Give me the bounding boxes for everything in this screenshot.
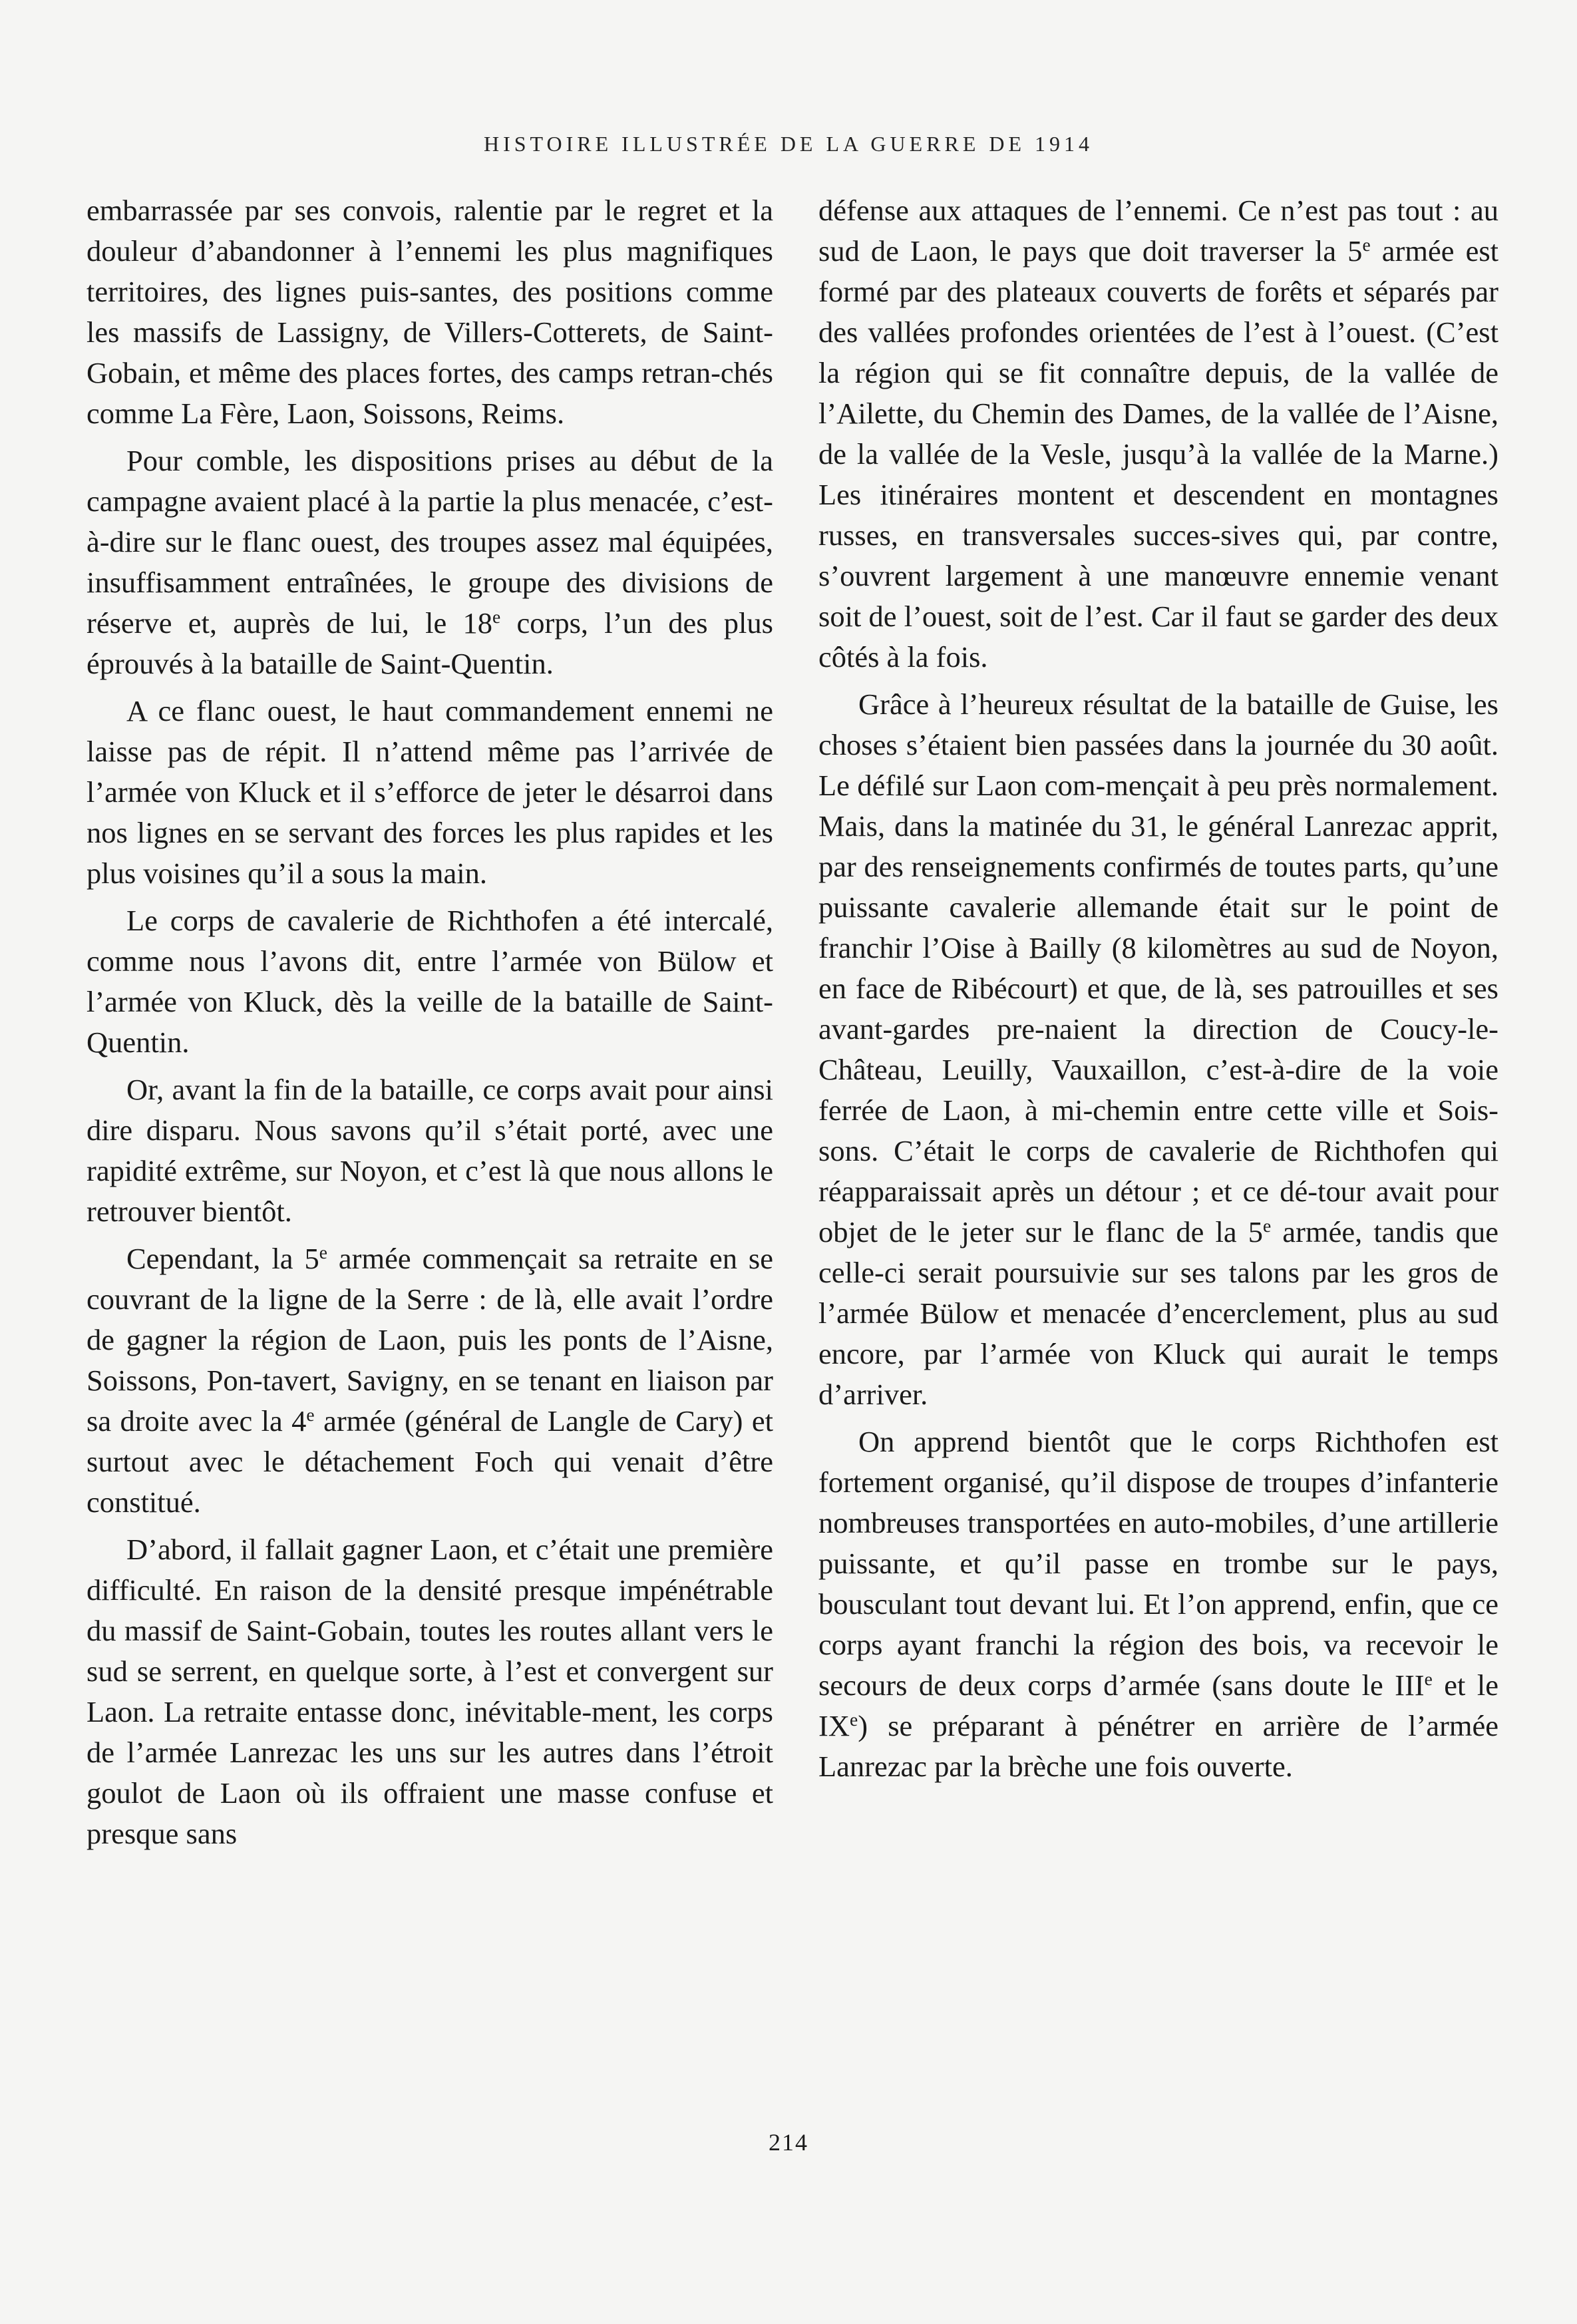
paragraph: Pour comble, les dispositions prises au début de la campagne avaient placé à la partie la plus menacée, c’est-à-dire sur le flanc ouest, des troupes assez mal équipées, insuffisamment entraînées, le groupe des divisions de réserve et, auprès de lui, le 18e corps, l’un des plus éprouvés à la bataille de Saint-Quentin. [87,444,773,680]
page-number: 214 [769,2129,808,2156]
paragraph: Le corps de cavalerie de Richthofen a été intercalé, comme nous l’avons dit, entre l’armée von Bülow et l’armée von Kluck, dès la veille de la bataille de Saint-Quentin. [87,904,773,1059]
paragraph: Grâce à l’heureux résultat de la bataille de Guise, les choses s’étaient bien passées dans la journée du 30 août. Le défilé sur Laon com-mençait à peu près normalement. Mais, dans la matinée du 31, le général Lanrezac apprit, par des renseignements confirmés de toutes parts, qu’une puissante cavalerie allemande était sur le point de franchir l’Oise à Bailly (8 kilomètres au sud de Noyon, en face de Ribécourt) et que, de là, ses patrouilles et ses avant-gardes pre-naient la direction de Coucy-le-Château, Leuilly, Vauxaillon, c’est-à-dire de la voie ferrée de Laon, à mi-chemin entre cette ville et Sois-sons. C’était le corps de cavalerie de Richthofen qui réapparaissait après un détour ; et ce dé-tour avait pour objet de le jeter sur le flanc de la 5e armée, tandis que celle-ci serait poursuivie sur ses talons par les gros de l’armée Bülow et menacée d’encerclement, plus au sud encore, par l’armée von Kluck qui aurait le temps d’arriver. [818,687,1498,1411]
paragraph: Or, avant la fin de la bataille, ce corps avait pour ainsi dire disparu. Nous savons qu’il s’était porté, avec une rapidité extrême, sur Noyon, et c’est là que nous allons le retrouver bientôt. [87,1073,773,1228]
paragraph: D’abord, il fallait gagner Laon, et c’était une première difficulté. En raison de la densité presque impénétrable du massif de Saint-Gobain, toutes les routes allant vers le sud se serrent, en quelque sorte, à l’est et convergent sur Laon. La retraite entasse donc, inévitable-ment, les corps de l’armée Lanrezac les uns sur les autres dans l’étroit goulot de Laon où ils offraient une masse confuse et presque sans [87,1533,773,1850]
paragraph: embarrassée par ses convois, ralentie par le regret et la douleur d’abandonner à l’ennemi les plus magnifiques territoires, des lignes puis-santes, des positions comme les massifs de Lassigny, de Villers-Cotterets, de Saint-Gobain, et même des places fortes, des camps retran-chés comme La Fère, Laon, Soissons, Reims. [87,194,773,430]
left-column [87,190,773,1854]
right-column [818,190,1498,1787]
running-head: HISTOIRE ILLUSTRÉE DE LA GUERRE DE 1914 [483,132,1094,156]
paragraph: Cependant, la 5e armée commençait sa retraite en se couvrant de la ligne de la Serre : de là, elle avait l’ordre de gagner la région de Laon, puis les ponts de l’Aisne, Soissons, Pon-tavert, Savigny, en se tenant en liaison par sa droite avec la 4e armée (général de Langle de Cary) et surtout avec le détachement Foch qui venait d’être constitué. [87,1241,773,1519]
paragraph: défense aux attaques de l’ennemi. Ce n’est pas tout : au sud de Laon, le pays que doit traverser la 5e armée est formé par des plateaux couverts de forêts et séparés par des vallées profondes orientées de l’est à l’ouest. (C’est la région qui se fit connaître depuis, de la vallée de l’Ailette, du Chemin des Dames, de la vallée de l’Aisne, de la vallée de la Vesle, jusqu’à la vallée de la Marne.) Les itinéraires montent et descendent en montagnes russes, en transversales succes-sives qui, par contre, s’ouvrent largement à une manœuvre ennemie venant soit de l’ouest, soit de l’est. Car il faut se garder des deux côtés à la fois. [818,194,1499,674]
paragraph: On apprend bientôt que le corps Richthofen est fortement organisé, qu’il dispose de troupes d’infanterie nombreuses transportées en auto-mobiles, d’une artillerie puissante, et qu’il passe en trombe sur le pays, bousculant tout devant lui. Et l’on apprend, enfin, que ce corps ayant franchi la région des bois, va recevoir le secours de deux corps d’armée (sans doute le IIIe et le IXe) se préparant à pénétrer en arrière de l’armée Lanrezac par la brèche une fois ouverte. [818,1425,1498,1783]
paragraph: A ce flanc ouest, le haut commandement ennemi ne laisse pas de répit. Il n’attend même pas l’arrivée de l’armée von Kluck et il s’efforce de jeter le désarroi dans nos lignes en se servant des forces les plus rapides et les plus voisines qu’il a sous la main. [87,694,773,890]
